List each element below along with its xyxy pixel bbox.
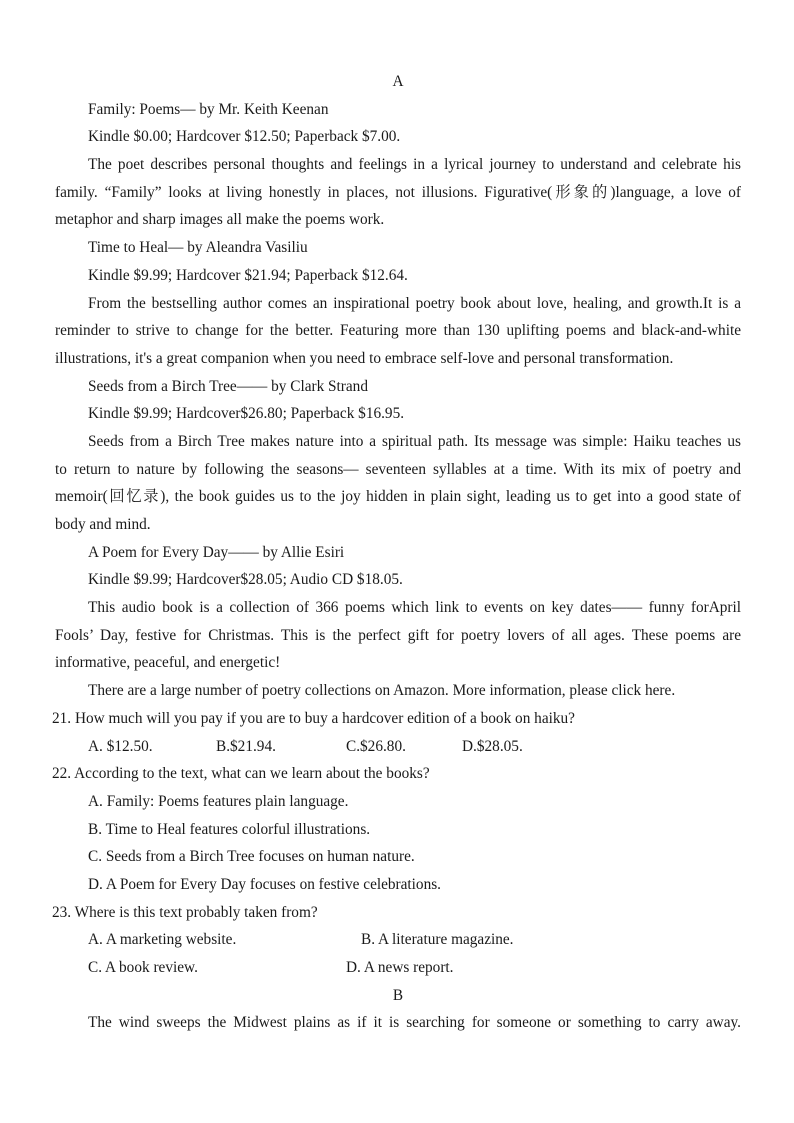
option-b[interactable]: B.$21.94. — [216, 737, 276, 755]
question-options — [55, 733, 741, 761]
book-prices: Kindle $0.00; Hardcover $12.50; Paperback $7.00. — [88, 128, 401, 146]
exam-page — [52, 68, 741, 1037]
book-desc-line: informative, peaceful, and energetic! — [55, 654, 281, 672]
question-options — [55, 926, 741, 954]
book-desc-line: to return to nature by following the seasons— seventeen syllables at a time. With its mix of poetry and — [55, 460, 741, 478]
option-b[interactable]: B. Time to Heal features colorful illustrations. — [88, 820, 371, 838]
book-prices: Kindle $9.99; Hardcover$26.80; Paperback $16.95. — [88, 405, 405, 423]
book-desc-line: The poet describes personal thoughts and feelings in a lyrical journey to understand and celebrate his — [88, 156, 741, 174]
option-c[interactable]: C. A book review. — [88, 959, 198, 976]
book-desc-line: Fools’ Day, festive for Christmas. This is the perfect gift for poetry lovers of all ages. These poems are — [55, 626, 741, 644]
section-a-heading: A — [392, 73, 404, 90]
option-a[interactable]: A. $12.50. — [88, 737, 153, 755]
book-desc-line: family. “Family” looks at living honestly in places, not illusions. Figurative(形象的)language, a love of — [55, 183, 741, 201]
question-stem: 21. How much will you pay if you are to buy a hardcover edition of a book on haiku? — [52, 709, 575, 727]
question-options — [55, 954, 741, 982]
book-title: Time to Heal— by Aleandra Vasiliu — [88, 239, 308, 257]
book-title: Family: Poems— by Mr. Keith Keenan — [88, 100, 329, 118]
option-b[interactable]: B. A literature magazine. — [361, 931, 514, 949]
book-prices: Kindle $9.99; Hardcover$28.05; Audio CD $18.05. — [88, 571, 403, 589]
option-d[interactable]: D. A news report. — [346, 959, 454, 976]
book-title: Seeds from a Birch Tree—— by Clark Strand — [88, 377, 368, 395]
question-stem: 22. According to the text, what can we learn about the books? — [52, 765, 430, 783]
question-stem: 23. Where is this text probably taken from? — [52, 903, 318, 921]
option-c[interactable]: C.$26.80. — [346, 737, 406, 755]
option-c[interactable]: C. Seeds from a Birch Tree focuses on human nature. — [88, 848, 415, 866]
section-b-first-line: The wind sweeps the Midwest plains as if it is searching for someone or something to carry away. — [88, 1014, 741, 1032]
book-desc-line: This audio book is a collection of 366 poems which link to events on key dates—— funny forApril — [88, 599, 741, 617]
section-b-heading: B — [392, 986, 404, 1004]
option-d[interactable]: D. A Poem for Every Day focuses on festive celebrations. — [88, 875, 442, 893]
option-d[interactable]: D.$28.05. — [462, 737, 523, 755]
book-desc-line: illustrations, it's a great companion when you need to embrace self-love and personal transformation. — [55, 349, 674, 367]
closing-line: There are a large number of poetry collections on Amazon. More information, please click here. — [88, 682, 676, 700]
book-desc-line: reminder to strive to change for the better. Featuring more than 130 uplifting poems and black-and-white — [55, 322, 741, 340]
book-desc-line: From the bestselling author comes an inspirational poetry book about love, healing, and growth.It is a — [88, 294, 741, 312]
book-desc-line: Seeds from a Birch Tree makes nature into a spiritual path. Its message was simple: Haiku teaches us — [88, 432, 741, 450]
option-a[interactable]: A. A marketing website. — [88, 931, 237, 949]
option-a[interactable]: A. Family: Poems features plain language. — [88, 792, 349, 810]
book-prices: Kindle $9.99; Hardcover $21.94; Paperback $12.64. — [88, 266, 408, 284]
book-desc-line: metaphor and sharp images all make the poems work. — [55, 211, 385, 229]
book-desc-line: body and mind. — [55, 516, 151, 533]
book-title: A Poem for Every Day—— by Allie Esiri — [88, 543, 345, 561]
book-desc-line: memoir(回忆录), the book guides us to the joy hidden in plain sight, leading us to get into a good state of — [55, 488, 741, 506]
